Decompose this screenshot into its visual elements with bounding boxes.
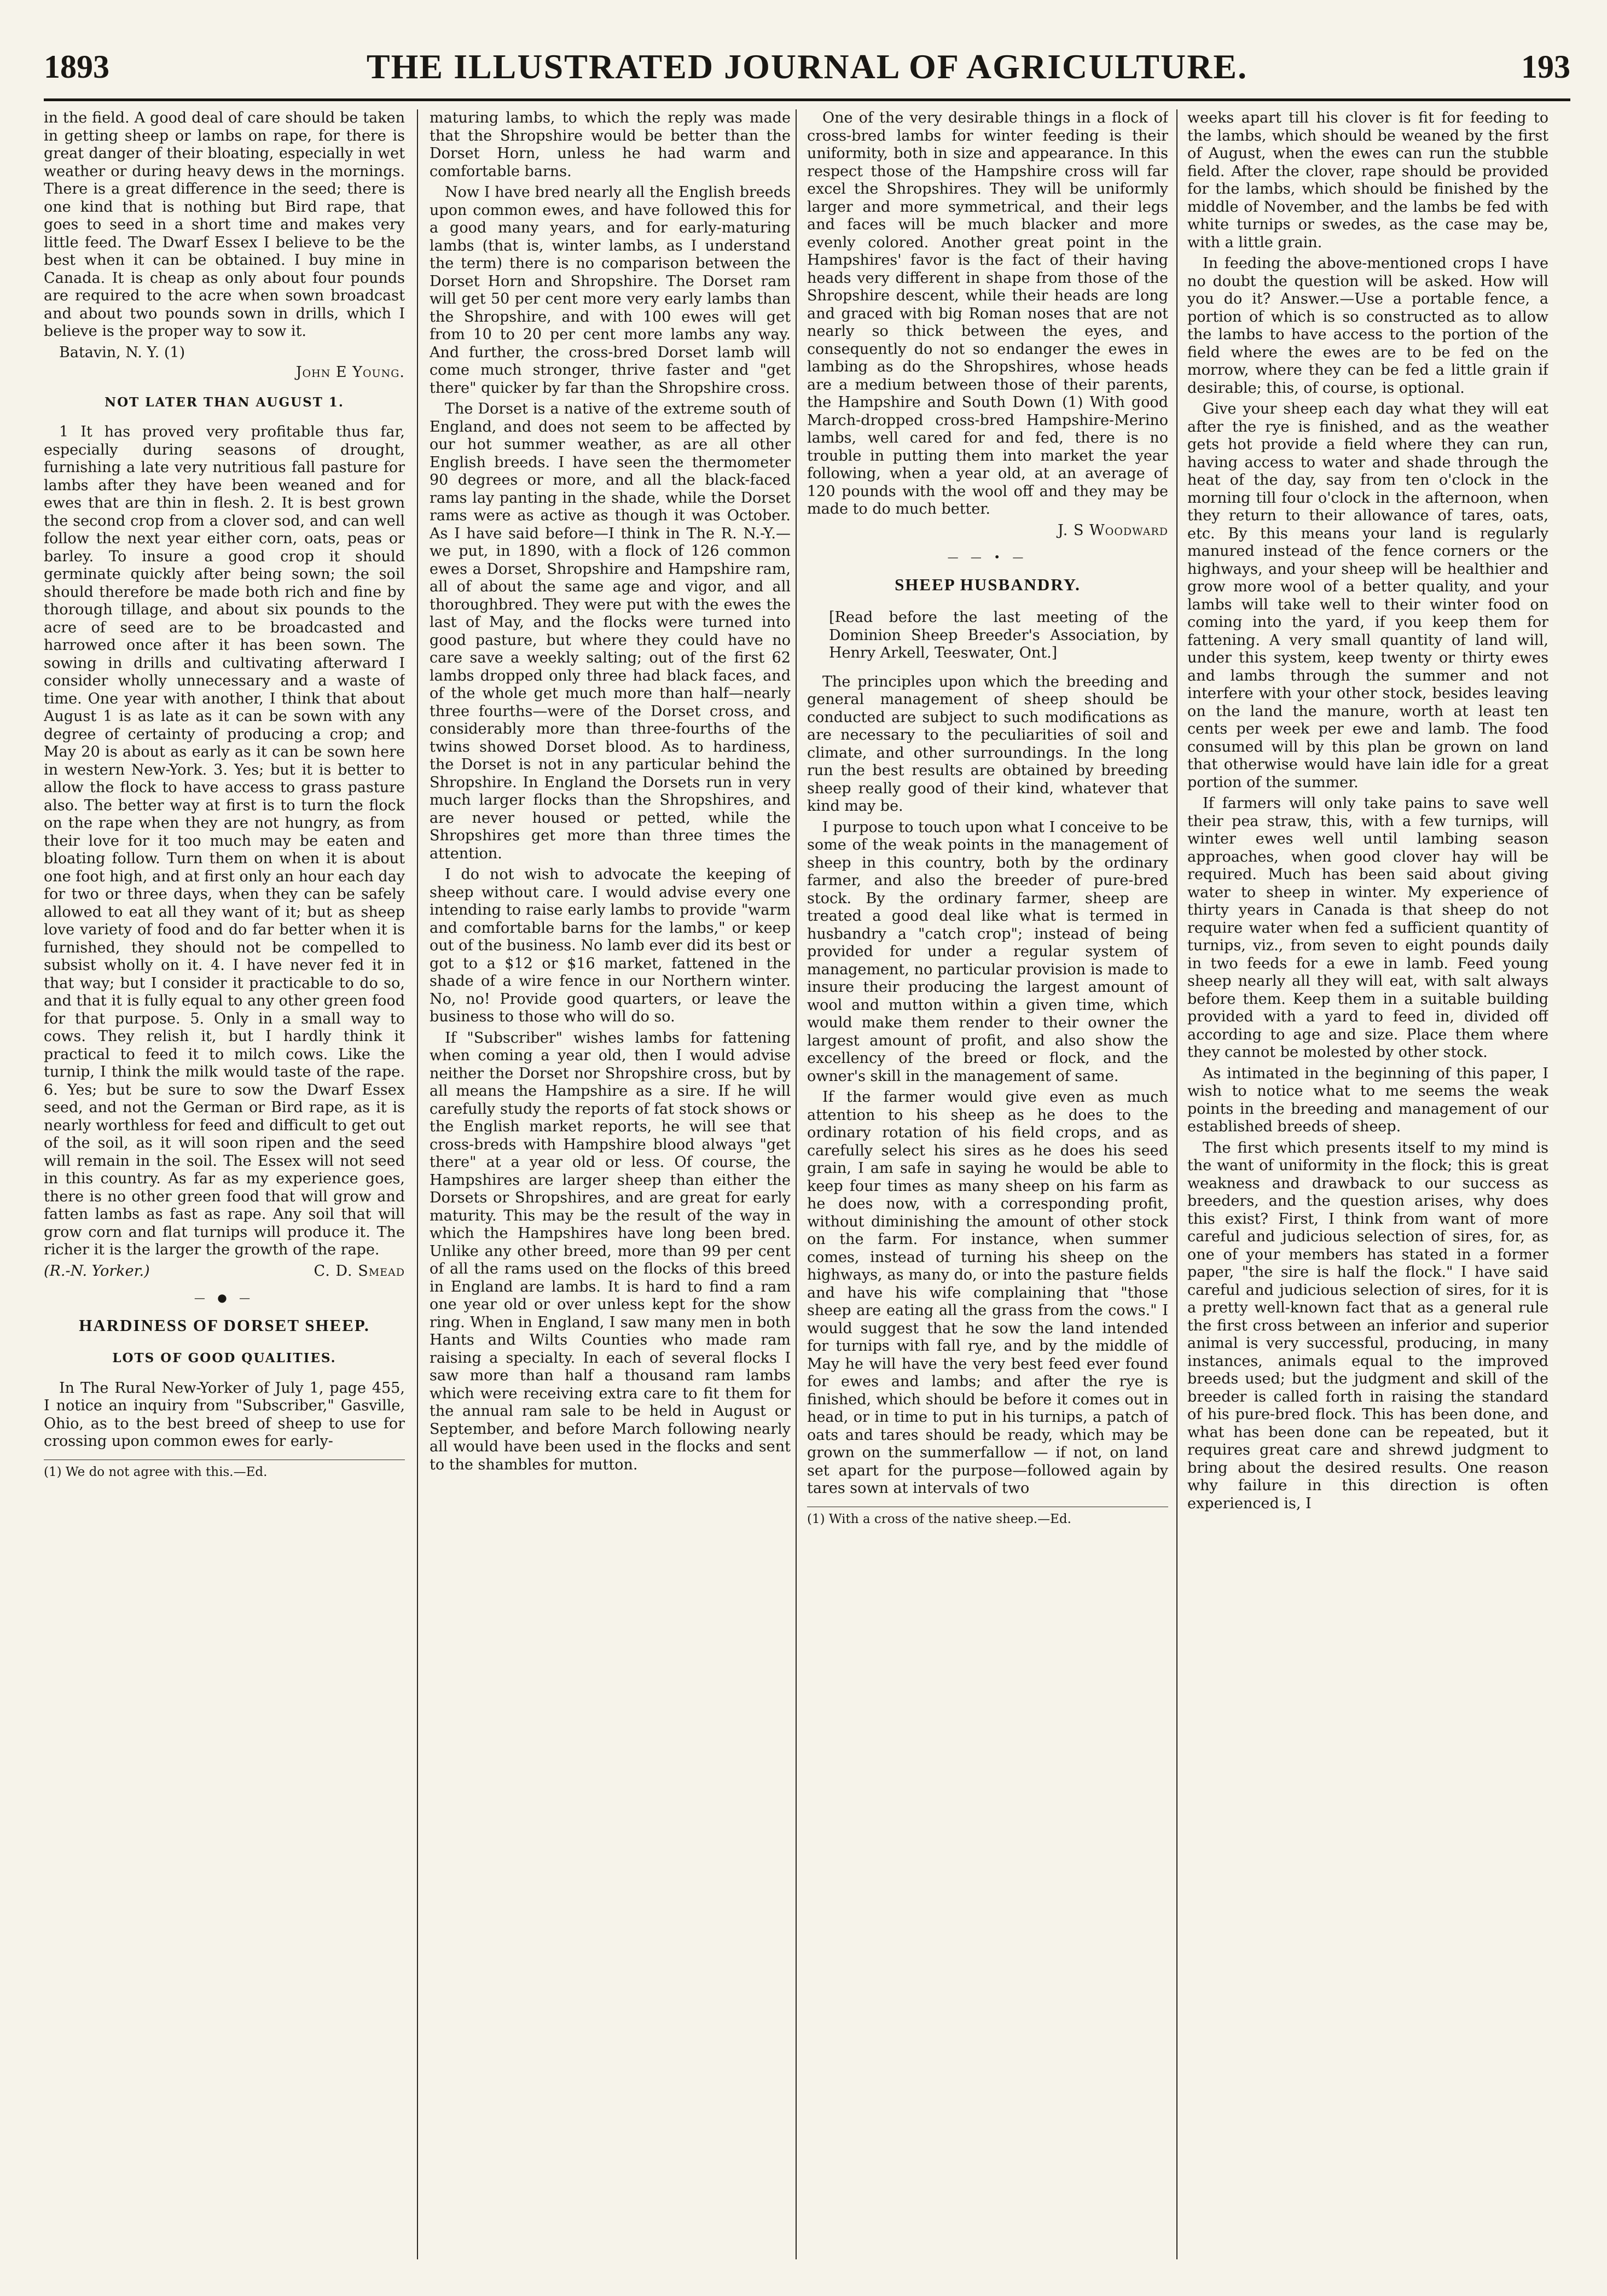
article-paragraph: Now I have bred nearly all the English breeds upon common ewes, and have followed this for a good many years, and for early-maturing lambs (that is, winter lambs, as I understand the term) there is no comparison between the Dorset Horn and Shropshire. The Dorset ram will get 50 per cent more very early lambs than the Shropshire, and with 100 ewes will get from 10 to 20 per cent more lambs any way. And further, the cross-bred Dorset lamb will come much stronger, thrive faster and "get there" quicker by far than the Shropshire cross.	[430, 184, 791, 397]
article-paragraph: The first which presents itself to my mind is the want of uniformity in the flock; this is great weakness and drawback to our success as breeders, and the question arises, why does this exist? First, I think from want of more careful and judicious selection of sires, for, as one of your members has stated in a former paper, "the sire is half the flock." I have said careful and judicious selection of sires, for it is a pretty well-known fact that as a general rule the first cross between an inferior and superior animal is very successful, producing, in many instances, animals equal to the improved breeds used; but the judgment and skill of the breeder is called forth in raising the standard of his pure-bred flock. This has been done, and what has been done can be repeated, but it requires great care and shrewd judgment to bring about the desired results. One reason why failure in this direction is often experienced is, I	[1187, 1139, 1548, 1512]
article-paragraph: In feeding the above-mentioned crops I have no doubt the question will be asked. How will you do it? Answer.—Use a portable fence, a portion of which is so constructed as to allow the lambs to have access to the portion of the field where the ewes are to be fed on the morrow, where they can be fed a little grain if desirable; this, of course, is optional.	[1187, 255, 1548, 397]
author-name: C. D. Smead	[314, 1262, 405, 1280]
article-paragraph: weeks apart till his clover is fit for feeding to the lambs, which should be weaned by the first of August, when the ewes can run the stubble field. After the clover, rape should be provided for the lambs, which should be finished by the middle of November, and the lambs be fed with white turnips or swedes, as the case may be, with a little grain.	[1187, 109, 1548, 251]
column-4	[1187, 109, 1548, 2259]
journal-title: THE ILLUSTRATED JOURNAL OF AGRICULTURE.	[366, 47, 1248, 86]
article-paragraph: Give your sheep each day what they will eat after the rye is finished, and as the weather gets hot provide a field where they can run, having access to water and shade through the heat of the day, say from ten o'clock in the morning till four o'clock in the afternoon, when they return to their allowance of tares, oats, etc. By this means your land is regularly manured instead of the fence corners or the highways, and your sheep will be healthier and grow more wool of a better quality, and your lambs will take well to their winter food on coming into the yard, if you keep them for fattening. A very small quantity of land will, under this system, keep twenty or thirty ewes and lambs through the summer and not interfere with your other stock, besides leaving on the land the manure, worth at least ten cents per week per ewe and lamb. The food consumed will by this plan be grown on land that otherwise would have lain idle for a great portion of the summer.	[1187, 400, 1548, 791]
author-signature	[807, 522, 1168, 540]
page-number: 193	[1521, 49, 1570, 85]
article-paragraph: If "Subscriber" wishes lambs for fattening when coming a year old, then I would advise neither the Dorset nor Shropshire cross, but by all means the Hampshire as a sire. If he will carefully study the reports of fat stock shows or the English market reports, he will see that cross-breds with Hampshire blood always "get there" at a year old or less. Of course, the Hampshires are larger sheep than either the Dorsets or Shropshires, and are great for early maturity. This may be the result of the way in which the Hampshires have long been bred. Unlike any other breed, more than 99 per cent of all the rams used on the flocks of this breed in England are lambs. It is hard to find a ram one year old or over unless kept for the show ring. When in England, I saw many men in both Hants and Wilts Counties who made ram raising a specialty. In each of several flocks I saw more than half a thousand ram lambs which were receiving extra care to fit them for the annual ram sale to be held in August or September, and before March following nearly all would have been used in the flocks and sent to the shambles for mutton.	[430, 1029, 791, 1473]
article-heading: SHEEP HUSBANDRY.	[895, 574, 1081, 594]
section-divider: — — • —	[947, 550, 1028, 563]
article-intro: [Read before the last meeting of the Dominion Sheep Breeder's Association, by Henry Arkell, Teeswater, Ont.]	[829, 609, 1168, 661]
author-name: John E Young.	[295, 364, 405, 381]
author-signature	[44, 1263, 405, 1281]
article-paragraph: I purpose to touch upon what I conceive to be some of the weak points in the management of sheep in this country, both by the ordinary farmer, and also the breeder of pure-bred stock. By the ordinary farmer, sheep are treated a good deal like what is termed in husbandry a "catch crop"; instead of being provided for under a regular system of management, no particular provision is made to insure their producing the largest amount of wool and mutton within a given time, which would make them render to their owner the largest amount of profit, and also show the excellency of the breed or flock, and the owner's skill in the management of same.	[807, 818, 1168, 1085]
column-rule	[417, 109, 418, 2259]
article-paragraph: As intimated in the beginning of this paper, I wish to notice what to me seems the weak points in the breeding and management of our established breeds of sheep.	[1187, 1065, 1548, 1135]
column-2	[430, 109, 791, 2259]
subheading: NOT LATER THAN AUGUST 1.	[105, 394, 344, 410]
masthead	[44, 33, 1570, 101]
article-paragraph: In The Rural New-Yorker of July 1, page 455, I notice an inquiry from "Subscriber," Gasville, Ohio, as to the best breed of sheep to use for crossing upon common ewes for early-	[44, 1379, 405, 1450]
author-name: J. S Woodward	[1058, 521, 1168, 539]
column-3	[807, 109, 1168, 2259]
section-divider: — ● —	[194, 1291, 255, 1304]
article-paragraph: The Dorset is a native of the extreme south of England, and does not seem to be affected by our hot summer weather, as are all other English breeds. I have seen the thermometer 90 degrees or more, and all the black-faced rams lay panting in the shade, while the Dorset rams were as active as though it was October. As I have said before—I think in The R. N.-Y.—we put, in 1890, with a flock of 126 common ewes a Dorset, Shropshire and Hampshire ram, all of about the same age and vigor, and all thoroughbred. They were put with the ewes the last of May, and the flocks were turned into good pasture, but where they could have no care save a weekly salting; out of the first 62 lambs dropped only three had black faces, and of the whole get much more than half—nearly three fourths—were of the Dorset cross, and considerably more than three-fourths of the twins showed Dorset blood. As to hardiness, the Dorset is not in any particular behind the Shropshire. In England the Dorsets run in very much larger flocks than the Shropshires, and are never housed or petted, while the Shropshires get more than three times the attention.	[430, 400, 791, 862]
article-paragraph: maturing lambs, to which the reply was made that the Shropshire would be better than the Dorset Horn, unless he had warm and comfortable barns.	[430, 109, 791, 180]
article-paragraph: I do not wish to advocate the keeping of sheep without care. I would advise every one intending to raise early lambs to provide "warm and comfortable barns for the lambs," or keep out of the business. No lamb ever did its best or got to a $12 or $16 market, fattened in the shade of a wire fence in our Northern winter. No, no! Provide good quarters, or leave the business to those who will do so.	[430, 866, 791, 1025]
column-1	[44, 109, 405, 2259]
footnote: (1) We do not agree with this.—Ed.	[44, 1460, 405, 1480]
issue-year: 1893	[44, 49, 109, 85]
article-paragraph: The principles upon which the breeding and general management of sheep should be conducted are subject to such modifications as are necessary to the peculiarities of soil and climate, and other surroundings. In the long run the best results are obtained by breeding sheep really good of their kind, whatever that kind may be.	[807, 673, 1168, 815]
column-rule	[796, 109, 797, 2259]
article-paragraph: One of the very desirable things in a flock of cross-bred lambs for winter feeding is their uniformity, both in size and appearance. In this respect those of the Hampshire cross will far excel the Shropshires. They will be uniformly larger and more symmetrical, and their legs and faces will be much blacker and more evenly colored. Another great point in the Hampshires' favor is the fact of their having heads very different in shape from those of the Shropshire descent, while their heads are long and graced with big Roman noses that are not nearly so thick between the eyes, and consequently do not so endanger the ewes in lambing as do the Shropshires, whose heads are a medium between those of their parents, the Hampshire and South Down (1) With good March-dropped cross-bred Hampshire-Merino lambs, well cared for and fed, there is no trouble in putting them into market the year following, when a year old, at an average of 120 pounds with the wool off and they may be made to do much better.	[807, 109, 1168, 518]
source-credit: (R.-N. Yorker.)	[44, 1262, 150, 1280]
footnote: (1) With a cross of the native sheep.—Ed.	[807, 1507, 1168, 1527]
article-paragraph: If farmers will only take pains to save well their pea straw, this, with a few turnips, will winter ewes well until lambing season approaches, when good clover hay will be required. Much has been said about giving water to sheep in winter. My experience of thirty years in Canada is that sheep do not require water when fed a sufficient quantity of turnips, viz., from seven to eight pounds daily in two feeds for a ewe in lamb. Feed young sheep nearly all they will eat, with salt always before them. Keep them in a suitable building provided with a yard to feed in, divided off according to age and size. Place them where they cannot be molested by other stock.	[1187, 795, 1548, 1061]
article-paragraph: If the farmer would give even as much attention to his sheep as he does to the ordinary rotation of his field crops, and as carefully select his sires as he does his seed grain, I am safe in saying he would be able to keep four times as many sheep on his farm as he does now, with a corresponding profit, without diminishing the amount of other stock on the farm. For instance, when summer comes, instead of turning his sheep on the highways, as many do, or into the pasture fields and have his wife complaining that "those sheep are eating all the grass from the cows." I would suggest that he sow the land intended for turnips with fall rye, and by the middle of May he will have the very best feed ever found for ewes and lambs; and after the rye is finished, which should be before it comes out in head, or in time to put in his turnips, a patch of oats and tares should be ready, which may be grown on the summerfallow — if not, on land set apart for the purpose—followed again by tares sown at intervals of two	[807, 1089, 1168, 1497]
column-rule	[1176, 109, 1177, 2259]
article-paragraph: 1 It has proved very profitable thus far, especially during seasons of drought, furnishing a late very nutritious fall pasture for lambs after they have been weaned and for ewes that are thin in flesh. 2. It is best grown the second crop from a clover sod, and can well follow the next year either corn, oats, peas or barley. To insure a good crop it should germinate quickly after being sown; the soil should therefore be made both rich and fine by thorough tillage, and about six pounds to the acre of seed are to be broadcasted and harrowed once after it has been sown. The sowing in drills and cultivating afterward I consider wholly unnecessary and a waste of time. One year with another, I think that about August 1 is as late as it can be sown with any degree of certainty of producing a crop; and May 20 is about as early as it can be sown here in western New-York. 3. Yes; but it is better to allow the flock to have access to grass pasture also. The better way at first is to turn the flock on the rape when they are not hungry, as from their love for it too much may be eaten and bloating follow. Turn them on when it is about one foot high, and at first only an hour each day for two or three days, when they can be safely allowed to eat all they want of it; but as sheep love variety of food and do far better when it is furnished, they should not be compelled to subsist wholly on it. 4. I have never fed it in that way; but I consider it practicable to do so, and that it is fully equal to any other green food for that purpose. 5. Only in a small way to cows. They relish it, but I hardly think it practical to feed it to milch cows. Like the turnip, I think the milk would taste of the rape. 6. Yes; but be sure to sow the Dwarf Essex seed, and not the German or Bird rape, as it is nearly worthless for feed and difficult to get out of the soil, as it will soon ripen and the seed will remain in the soil. The Essex will not seed in this country. As far as my experience goes, there is no other green food that will grow and fatten lambs as fast as rape. Any soil that will grow corn and flat turnips will produce it. The richer it is the larger the growth of the rape.	[44, 423, 405, 1258]
dateline: Batavin, N. Y. (1)	[59, 344, 185, 361]
article-heading: HARDINESS OF DORSET SHEEP.	[79, 1315, 370, 1335]
subheading: LOTS OF GOOD QUALITIES.	[112, 1351, 337, 1365]
article-paragraph: in the field. A good deal of care should be taken in getting sheep or lambs on rape, for there is great danger of their bloating, especially in wet weather or during heavy dews in the mornings. There is a great difference in the seed; there is one kind that is nothing but Bird rape, that goes to seed in a short time and makes very little feed. The Dwarf Essex I believe to be the best when it can be obtained. I buy mine in Canada. It is cheap as only about four pounds are required to the acre when sown broadcast and about two pounds sown in drills, which I believe is the proper way to sow it.	[44, 109, 405, 340]
author-signature	[44, 364, 405, 382]
